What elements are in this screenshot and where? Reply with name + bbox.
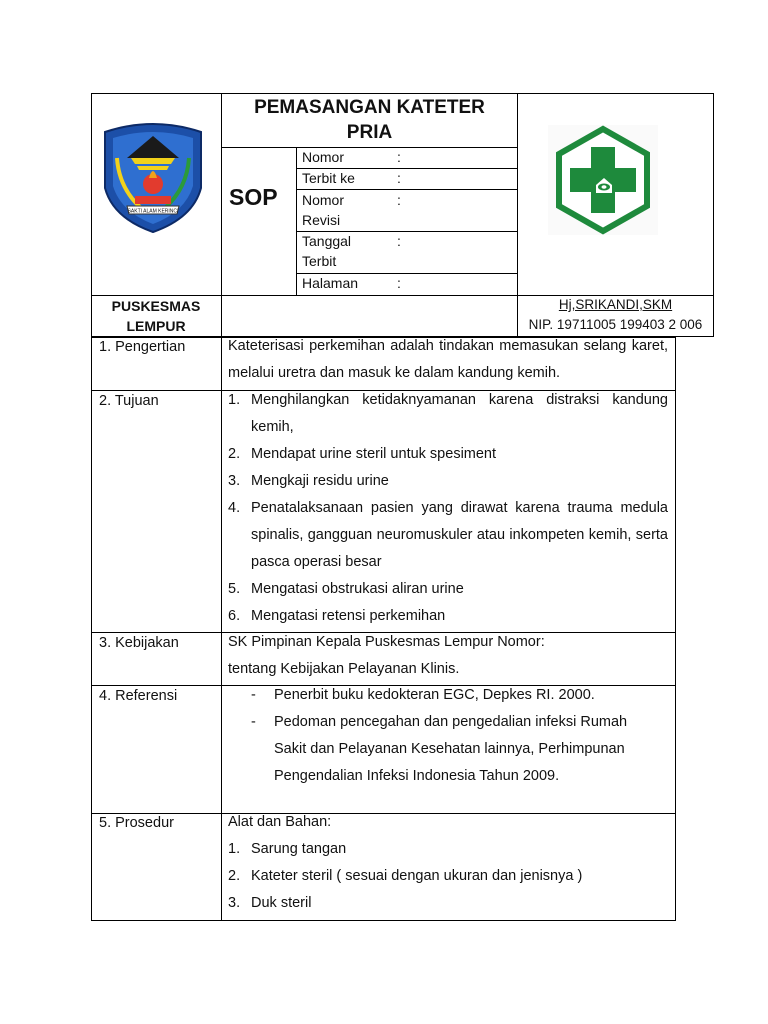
field-tanggal-terbit: Tanggal Terbit : — [302, 233, 401, 269]
list-item: - Pedoman pencegahan dan pengedalian infeksi Rumah Sakit dan Pelayanan Kesehatan lainnya, Perhimpunan Pengendalian Infeksi Indonesia Tahun 2009. — [251, 714, 628, 784]
label-kebijakan: 3. Kebijakan — [99, 635, 179, 651]
text-pengertian: Kateterisasi perkemihan adalah tindakan memasukan selang karet, melalui uretra dan masuk ke dalam kandung kemih. — [228, 338, 668, 381]
org-name: PUSKESMAS LEMPUR — [111, 298, 201, 334]
label-prosedur: 5. Prosedur — [99, 815, 174, 831]
list-item: 1. Menghilangkan ketidaknyamanan karena distraksi kandung kemih, — [228, 392, 668, 435]
regional-emblem — [97, 118, 209, 234]
list-item: 2. Mendapat urine steril untuk spesiment — [228, 446, 497, 462]
list-prosedur: Alat dan Bahan: 1. Sarung tangan 2. Kateter steril ( sesuai dengan ukuran dan jenisnya ) 3. Duk steril — [228, 809, 668, 917]
list-item: 1. Sarung tangan — [228, 841, 347, 857]
health-cross-icon — [548, 125, 658, 235]
field-halaman: Halaman : — [302, 275, 401, 291]
signer-block — [517, 295, 714, 335]
list-item: - Penerbit buku kedokteran EGC, Depkes RI. 2000. — [251, 687, 595, 703]
list-item: 3. Mengkaji residu urine — [228, 473, 389, 489]
list-referensi — [228, 682, 648, 790]
signer-name: Hj,SRIKANDI,SKM — [558, 297, 673, 312]
text-kebijakan: SK Pimpinan Kepala Puskesmas Lempur Nomor: tentang Kebijakan Pelayanan Klinis. — [228, 634, 545, 677]
list-item: 4. Penatalaksanaan pasien yang dirawat karena trauma medula spinalis, gangguan neuromuskuler atau inkompeten kemih, serta pasca operasi besar — [228, 500, 668, 570]
field-nomor: Nomor : — [302, 149, 401, 165]
sop-label: SOP — [229, 184, 278, 210]
signer-nip: NIP. 19711005 199403 2 006 — [528, 317, 703, 332]
label-tujuan: 2. Tujuan — [99, 393, 159, 409]
list-item: 6. Mengatasi retensi perkemihan — [228, 608, 446, 624]
field-nomor-revisi: Nomor Revisi : — [302, 192, 401, 228]
list-tujuan — [228, 387, 668, 630]
label-pengertian: 1. Pengertian — [99, 339, 186, 355]
content-divider — [221, 337, 222, 921]
field-terbit-ke: Terbit ke : — [302, 170, 401, 186]
list-item: 2. Kateter steril ( sesuai dengan ukuran dan jenisnya ) — [228, 868, 583, 884]
label-referensi: 4. Referensi — [99, 688, 178, 704]
emblem-shield-icon — [97, 118, 209, 234]
list-item: 5. Mengatasi obstrukasi aliran urine — [228, 581, 464, 597]
emblem-banner-text: SAKTI ALAM KERINCI — [127, 208, 179, 215]
list-item: 3. Duk steril — [228, 895, 312, 911]
page-title: PEMASANGAN KATETER PRIA — [254, 97, 485, 143]
puskesmas-logo — [548, 125, 658, 235]
